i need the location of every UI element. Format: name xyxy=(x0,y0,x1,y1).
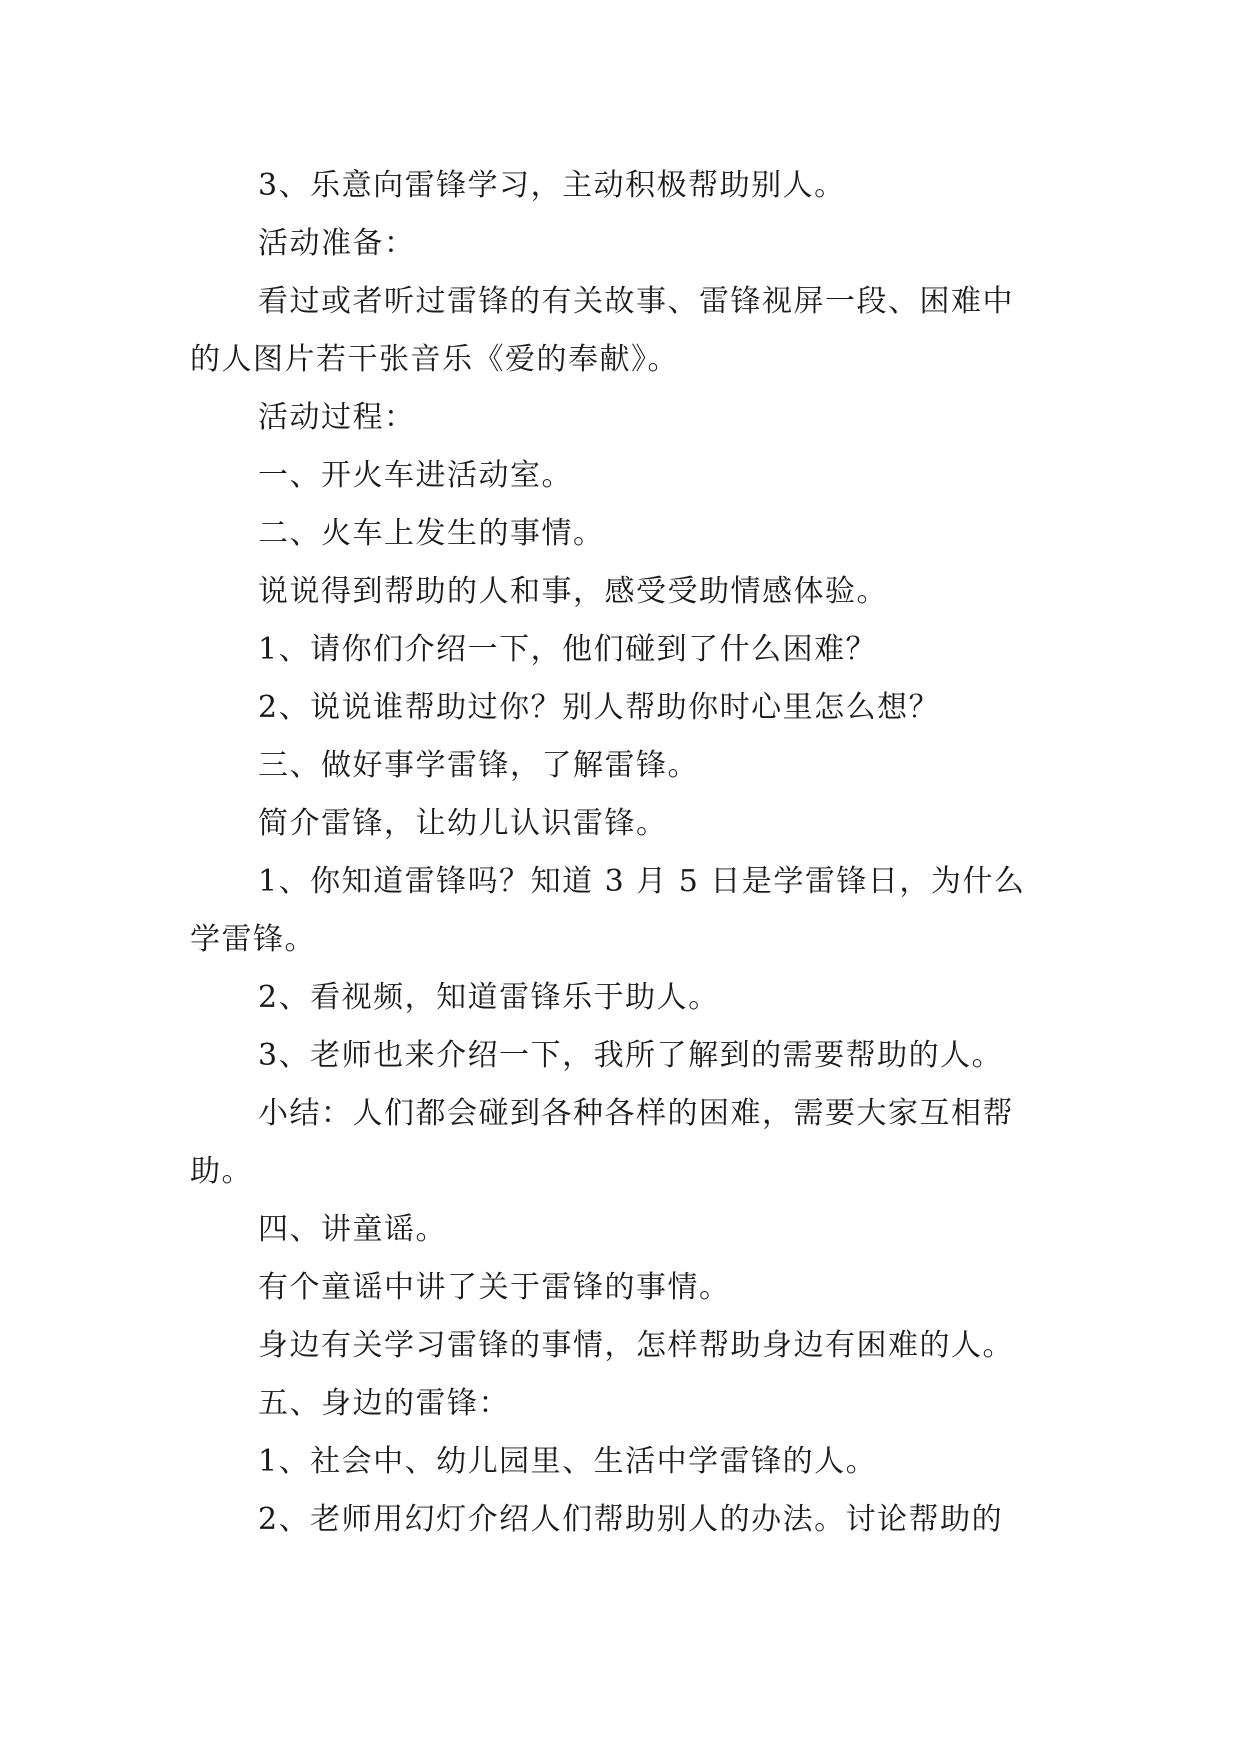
text-line: 简介雷锋，让幼儿认识雷锋。 xyxy=(258,806,668,841)
text-line: 1、你知道雷锋吗？知道 3 月 5 日是学雷锋日，为什么 xyxy=(258,864,1026,899)
text-line: 有个童谣中讲了关于雷锋的事情。 xyxy=(258,1270,731,1305)
text-line: 一、开火车进活动室。 xyxy=(258,458,573,493)
text-line: 五、身边的雷锋： xyxy=(258,1386,510,1421)
text-line: 助。 xyxy=(190,1154,253,1189)
text-line: 四、讲童谣。 xyxy=(258,1212,447,1247)
section-heading: 活动准备： xyxy=(258,226,416,261)
text-line: 3、老师也来介绍一下，我所了解到的需要帮助的人。 xyxy=(258,1038,1004,1073)
text-line: 学雷锋。 xyxy=(190,922,316,957)
text-line: 看过或者听过雷锋的有关故事、雷锋视屏一段、困难中 xyxy=(258,284,1014,319)
text-line: 说说得到帮助的人和事，感受受助情感体验。 xyxy=(258,574,888,609)
text-line: 二、火车上发生的事情。 xyxy=(258,516,605,551)
text-line: 2、说说谁帮助过你？别人帮助你时心里怎么想？ xyxy=(258,690,941,725)
text-line: 2、老师用幻灯介绍人们帮助别人的办法。讨论帮助的 xyxy=(258,1502,1004,1537)
text-line: 的人图片若干张音乐《爱的奉献》。 xyxy=(190,342,679,377)
text-line: 身边有关学习雷锋的事情，怎样帮助身边有困难的人。 xyxy=(258,1328,1014,1363)
text-line: 三、做好事学雷锋，了解雷锋。 xyxy=(258,748,699,783)
text-line: 1、社会中、幼儿园里、生活中学雷锋的人。 xyxy=(258,1444,878,1479)
text-line: 2、看视频，知道雷锋乐于助人。 xyxy=(258,980,720,1015)
text-line: 3、乐意向雷锋学习，主动积极帮助别人。 xyxy=(258,168,846,203)
text-line: 小结：人们都会碰到各种各样的困难，需要大家互相帮 xyxy=(258,1096,1014,1131)
text-line: 1、请你们介绍一下，他们碰到了什么困难？ xyxy=(258,632,878,667)
section-heading: 活动过程： xyxy=(258,400,416,435)
